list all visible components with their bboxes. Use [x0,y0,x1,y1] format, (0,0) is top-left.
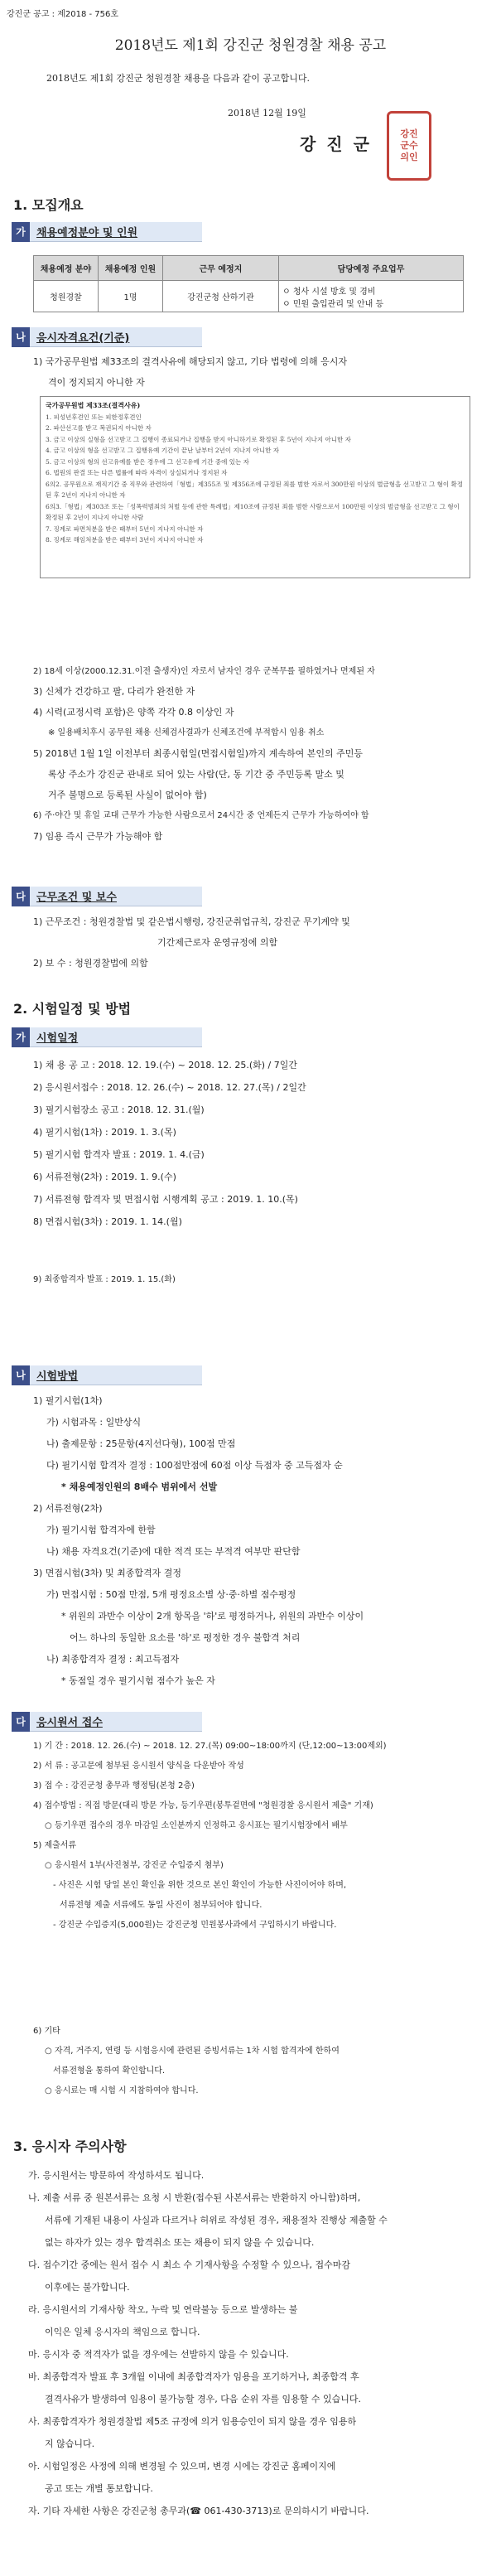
law-line: 6. 법원의 판결 또는 다른 법률에 따라 자격이 상실되거나 정지된 자 [46,469,228,476]
table-header-cell: 근무 예정지 [163,256,279,281]
table-cell: 강진군청 산하기관 [163,281,279,312]
law-title: 국가공무원법 제33조(결격사유) [46,401,141,409]
section-3-title: 3. 응시자 주의사항 [13,2139,127,2154]
schedule-item: 8) 면접시험(3차) : 2019. 1. 14.(월) [33,1216,182,1227]
law-line: 6의2. 공무원으로 재직기간 중 직무와 관련하여「형법」제355조 및 제356조에 규정된 죄를 범한 자로서 300만원 이상의 벌금형을 선고받고 그 형이 확정된 후 2년이 지나지 아니한 자 [46,480,464,499]
qualification-note: ※ 일용배치후시 공무원 채용 신체검사결과가 신체조건에 부적합시 임용 취소 [48,728,325,737]
section-2-title: 2. 시험일정 및 방법 [13,1001,132,1017]
method-item: 가) 시험과목 : 일반상식 [46,1417,142,1428]
table-header-cell: 담당예정 주요업무 [279,256,464,281]
seal-line-1: 강진 [400,128,418,139]
caution-item: 나. 제출 서류 중 원본서류는 요청 시 반환(접수된 사본서류는 반환하지 아니함)하며, [28,2192,361,2203]
table-cell: 청원경찰 [34,281,99,312]
qualification-item: 7) 임용 즉시 근무가 가능해야 함 [33,831,163,842]
text-line: 록상 주소가 강진군 관내로 되어 있는 사람(단, 동 기간 중 주민등록 말소 및 [48,769,344,780]
qualification-item: 2) 18세 이상(2000.12.31.이전 출생자)인 자로서 남자인 경우 군복무를 필하였거나 면제된 자 [33,667,375,676]
law-line: 6의3.「형법」제303조 또는「성폭력범죄의 처벌 등에 관한 특례법」제10조에 규정된 죄를 범한 사람으로서 100만원 이상의 벌금형을 선고받고 그 형이 확정된 후 2년이 지나지 아니한 사람 [46,502,460,521]
caution-item: 바. 최종합격자 발표 후 3개월 이내에 최종합격자가 임용을 포기하거나, 최종합격 후 [28,2371,359,2382]
text-line: 공고 또는 개별 통보합니다. [45,2483,153,2494]
method-item: 나) 채용 자격요건(기준)에 대한 적격 또는 부적격 여부만 판단함 [46,1546,301,1557]
method-item: 나) 최종합격자 결정 : 최고득점자 [46,1654,180,1665]
law-excerpt-box [40,396,470,578]
table-header-cell: 채용예정 분야 [34,256,99,281]
method-item: 1) 필기시험(1차) [33,1395,103,1406]
subsection-title: 응시자격요건(기준) [36,332,130,345]
application-other [33,2022,489,2101]
apply-note: 서류전형을 통하여 확인합니다. [53,2066,166,2076]
law-line: 4. 금고 이상의 형을 선고받고 그 집행유예 기간이 끝난 날부터 2년이 지나지 아니한 자 [46,447,280,454]
apply-note: ○ 응시원서 1부(사진첨부, 강진군 수입증지 첨부) [45,1861,224,1870]
caution-item: 자. 기타 자세한 사항은 강진군청 총무과(☎ 061-430-3713)로 문의하시기 바랍니다. [28,2506,369,2516]
official-seal [387,111,431,181]
table-cell [279,281,464,312]
text-line: 이익은 일체 응시자의 책임으로 합니다. [45,2327,200,2337]
apply-note: ○ 등기우편 접수의 경우 마감일 소인분까지 인정하고 응시표는 필기시험장에서 배부 [45,1821,348,1830]
table-row [34,281,464,312]
subsection-title: 시험일정 [36,1032,79,1045]
qualification-item: 5) 2018년 1월 1일 이전부터 최종시험일(면접시험일)까지 계속하여 본인의 주민등 [33,748,363,759]
table-cell: 1명 [99,281,163,312]
text-line: 1) 근무조건 : 청원경찰법 및 같은법시행령, 강진군취업규칙, 강진군 무기계약 및 [33,916,350,927]
intro-text: 2018년도 제1회 강진군 청원경찰 채용을 다음과 같이 공고합니다. [46,73,310,84]
schedule-item: 3) 필기시험장소 공고 : 2018. 12. 31.(월) [33,1104,205,1115]
apply-note: - 강진군 수입증지(5,000원)는 강진군청 민원봉사과에서 구입하시기 바랍니다. [53,1921,337,1930]
organization-name: 강 진 군 [300,134,372,154]
text-line: 격이 정지되지 아니한 자 [48,377,145,388]
method-item: 3) 면접시험(3차) 및 최종합격자 결정 [33,1568,181,1578]
subsection-header-c [12,887,202,906]
apply-note: 서류전형 제출 서류에도 동일 사진이 첨부되어야 합니다. [60,1901,263,1910]
law-line: 2. 파산선고를 받고 복권되지 아니한 자 [46,424,152,432]
text-line: 기간제근로자 운영규정에 의함 [157,937,278,948]
caution-item: 다. 접수기간 중에는 원서 접수 시 최소 수 기재사항을 수정할 수 있으나, 접수마감 [28,2259,350,2270]
text-line: 1) 국가공무원법 제33조의 결격사유에 해당되지 않고, 기타 법령에 의해 응시자 [33,356,348,367]
schedule-item: 1) 채 용 공 고 : 2018. 12. 19.(수) ~ 2018. 12. 25.(화) / 7일간 [33,1060,297,1071]
duty-item: ㅇ 청사 시설 방호 및 경비 [282,287,376,297]
apply-item: 2) 서 류 : 공고문에 첨부된 응시원서 양식을 다운받아 작성 [33,1762,244,1771]
caution-item: 아. 시험일정은 사정에 의해 변경될 수 있으며, 변경 시에는 강진군 홈페이지에 [28,2461,336,2472]
schedule-item: 7) 서류전형 합격자 및 면접시험 시행계획 공고 : 2019. 1. 10.(목) [33,1194,298,1205]
apply-item: 6) 기타 [33,2027,60,2036]
text-line: 지 않습니다. [45,2438,95,2449]
apply-note: ○ 자격, 거주지, 연령 등 시험응시에 관련된 증빙서류는 1차 시험 합격자에 한하여 [45,2047,340,2056]
subsection-marker: 가 [12,222,30,242]
qualification-item: 6) 주·야간 및 휴일 교대 근무가 가능한 사람으로서 24시간 중 언제든지 근무가 가능하여야 함 [33,811,369,820]
text-line: 없는 하자가 있는 경우 합격취소 또는 채용이 되지 않을 수 있습니다. [45,2237,315,2248]
text-line: 2) 보 수 : 청원경찰법에 의함 [33,958,148,969]
subsection-marker: 다 [12,887,30,906]
caution-item: 라. 응시원서의 기재사항 착오, 누락 및 연락불능 등으로 발생하는 불 [28,2304,298,2315]
text-line: 서류에 기재된 내용이 사실과 다르거나 허위로 작성된 경우, 채용절차 진행상 제출할 수 [45,2215,388,2226]
method-item: 가) 면접시험 : 50점 만점, 5개 평정요소별 상·중·하별 점수평정 [46,1589,296,1600]
work-conditions [33,911,484,974]
qualification-items [33,663,484,847]
subsection-header-apply [12,1712,202,1732]
document-title: 2018년도 제1회 강진군 청원경찰 채용 공고 [114,37,387,54]
method-item: 가) 필기시험 합격자에 한함 [46,1525,156,1535]
law-line: 7. 징계로 파면처분을 받은 때부터 5년이 지나지 아니한 자 [46,524,204,533]
method-note: * 동점일 경우 필기시험 점수가 높은 자 [61,1675,215,1686]
schedule-item: 9) 최종합격자 발표 : 2019. 1. 15.(화) [33,1275,176,1284]
subsection-marker: 나 [12,327,30,347]
qualification-item-1 [33,351,480,393]
subsection-title: 시험방법 [36,1370,79,1383]
text-line: 이후에는 불가합니다. [45,2282,130,2293]
schedule-list [33,1054,484,1233]
apply-item: 5) 제출서류 [33,1841,77,1850]
schedule-item: 2) 응시원서접수 : 2018. 12. 26.(수) ~ 2018. 12. 27.(목) / 2일간 [33,1082,306,1093]
law-line: 5. 금고 이상의 형의 선고유예를 받은 경우에 그 선고유예 기간 중에 있는 자 [46,457,249,466]
recruitment-table [33,255,464,312]
apply-item: 1) 기 간 : 2018. 12. 26.(수) ~ 2018. 12. 27.(목) 09:00~18:00까지 (단,12:00~13:00제외) [33,1742,387,1751]
law-line: 3. 금고 이상의 실형을 선고받고 그 집행이 종료되거나 집행을 받지 아니하기로 확정된 후 5년이 지나지 아니한 자 [46,435,351,443]
table-header-cell: 채용예정 인원 [99,256,163,281]
subsection-marker: 가 [12,1027,30,1047]
notice-date: 2018년 12월 19일 [228,108,306,118]
law-line: 8. 징계로 해임처분을 받은 때부터 3년이 지나지 아니한 자 [46,536,204,544]
schedule-item: 5) 필기시험 합격자 발표 : 2019. 1. 4.(금) [33,1149,205,1160]
subsection-header-a [12,222,202,242]
subsection-header-b [12,327,202,347]
notice-number: 강진군 공고 : 제2018 - 756호 [7,10,119,19]
apply-note: ○ 응시료는 매 시험 시 지참하여야 합니다. [45,2086,199,2095]
subsection-marker: 나 [12,1365,30,1385]
method-item: 2) 서류전형(2차) [33,1503,103,1514]
seal-line-3: 의인 [400,152,418,162]
section-1-title: 1. 모집개요 [13,197,84,213]
subsection-header-method [12,1365,202,1385]
method-item: 다) 필기시험 합격자 결정 : 100점만점에 60점 이상 득점자 중 고득점자 순 [46,1460,343,1471]
text-line: 거주 불명으로 등록된 사실이 없어야 함) [48,790,207,800]
caution-item: 마. 응시자 중 적격자가 없을 경우에는 선발하지 않을 수 있습니다. [28,2349,289,2360]
qualification-item: 4) 시력(교정시력 포함)은 양쪽 각각 0.8 이상인 자 [33,707,234,718]
subsection-marker: 다 [12,1712,30,1732]
caution-item: 사. 최종합격자가 청원경찰법 제5조 규정에 의거 임용승인이 되지 않을 경우 임용하 [28,2416,357,2427]
subsection-header-sched [12,1027,202,1047]
seal-line-2: 군수 [400,140,418,151]
subsection-title: 근무조건 및 보수 [36,892,117,904]
table-header-row [34,256,464,281]
apply-note: - 사진은 시험 당일 본인 확인을 위한 것으로 본인 확인이 가능한 사진이어야 하며, [53,1881,347,1890]
apply-item: 4) 접수방법 : 직접 방문(대리 방문 가능, 등기우편(봉투겉면에 "청원경찰 응시원서 제출" 기재) [33,1801,373,1810]
schedule-item: 6) 서류전형(2차) : 2019. 1. 9.(수) [33,1172,176,1182]
method-item: 나) 출제문항 : 25문항(4지선다형), 100점 만점 [46,1438,236,1449]
text-line: 결격사유가 발생하여 임용이 불가능할 경우, 다음 순위 자를 임용할 수 있습니다. [45,2394,361,2404]
caution-list [28,2164,492,2522]
caution-item: 가. 응시원서는 방문하여 작성하셔도 됩니다. [28,2170,205,2181]
subsection-title: 응시원서 접수 [36,1717,103,1729]
qualification-item: 3) 신체가 건강하고 팔, 다리가 완전한 자 [33,686,195,697]
duty-item: ㅇ 민원 출입관리 및 안내 등 [282,299,384,309]
schedule-item: 4) 필기시험(1차) : 2019. 1. 3.(목) [33,1127,176,1138]
law-line: 1. 피성년후견인 또는 피한정후견인 [46,413,142,421]
method-note: * 채용예정인원의 8배수 범위에서 선발 [61,1481,218,1492]
method-note: * 위원의 과반수 이상이 2개 항목을 '하'로 평정하거나, 위원의 과반수 이상이 [61,1611,364,1621]
application-list [33,1737,489,1936]
apply-item: 3) 접 수 : 강진군청 총무과 행정팀(본청 2층) [33,1781,195,1791]
subsection-title: 채용예정분야 및 인원 [36,227,138,239]
exam-method-list [33,1390,484,1692]
method-note: 어느 하나의 동일한 요소를 '하'로 평정한 경우 불합격 처리 [70,1632,301,1643]
